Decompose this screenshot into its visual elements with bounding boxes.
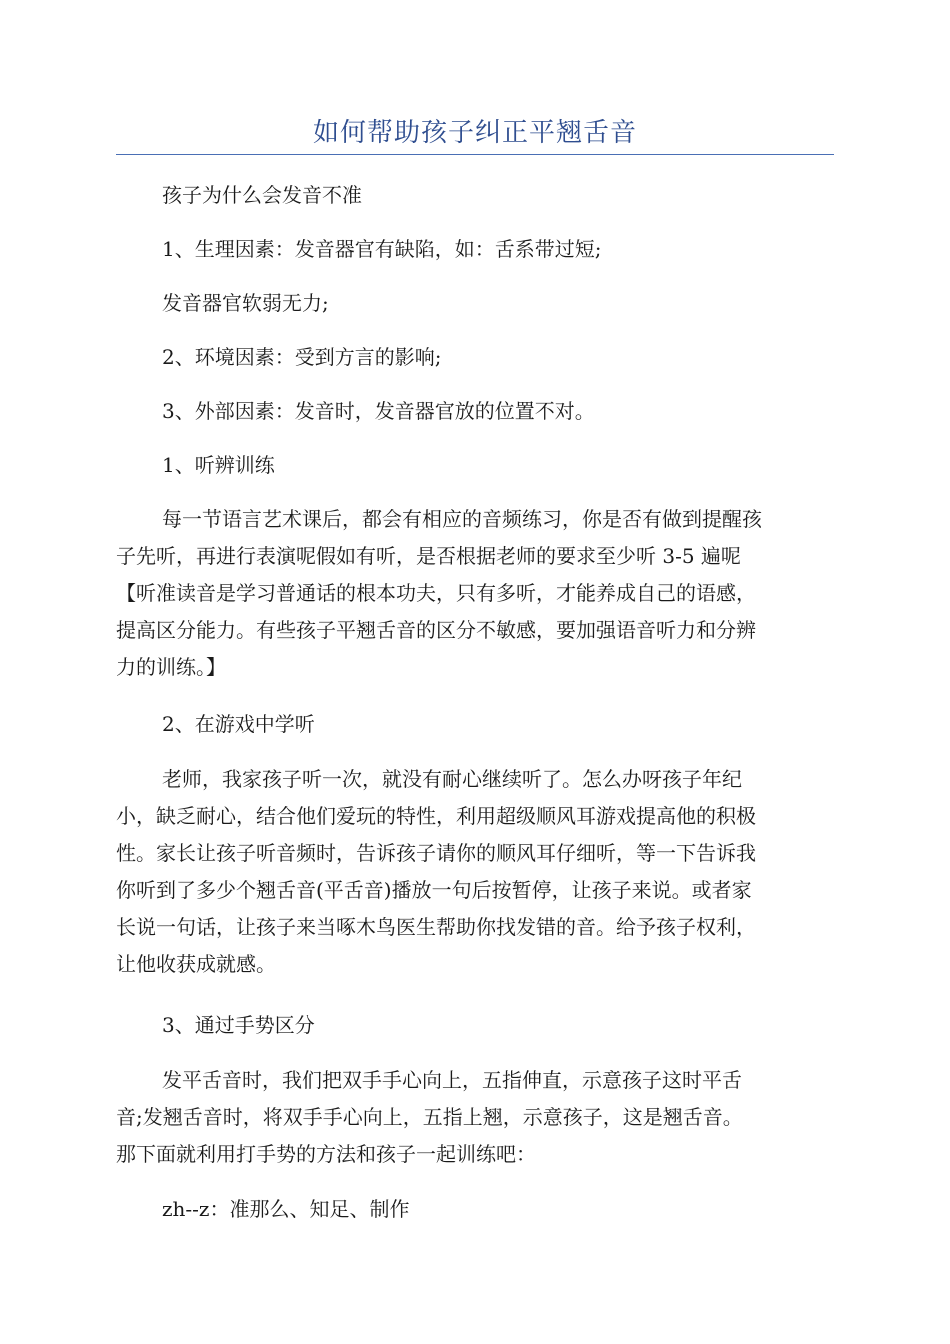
- text-line: 3、外部因素：发音时，发音器官放的位置不对。: [162, 399, 595, 423]
- paragraph-line: 那下面就利用打手势的方法和孩子一起训练吧：: [116, 1142, 536, 1166]
- example-line: zh--z：准那么、知足、制作: [162, 1197, 410, 1221]
- text-line: 1、生理因素：发音器官有缺陷，如：舌系带过短;: [162, 237, 602, 261]
- section-heading: 1、听辨训练: [162, 453, 275, 477]
- paragraph-game: [116, 761, 836, 983]
- paragraph-line: 长说一句话，让孩子来当啄木鸟医生帮助你找发错的音。给予孩子权利，: [116, 915, 756, 939]
- section-heading: 2、在游戏中学听: [162, 712, 315, 736]
- paragraph-line: 性。家长让孩子听音频时，告诉孩子请你的顺风耳仔细听，等一下告诉我: [116, 841, 756, 865]
- paragraph-line: 你听到了多少个翘舌音(平舌音)播放一句后按暂停，让孩子来说。或者家: [116, 878, 752, 902]
- section-heading: 3、通过手势区分: [162, 1013, 315, 1037]
- paragraph-line: 发平舌音时，我们把双手手心向上，五指伸直，示意孩子这时平舌: [162, 1068, 742, 1092]
- paragraph-line: 小，缺乏耐心，结合他们爱玩的特性，利用超级顺风耳游戏提高他的积极: [116, 804, 756, 828]
- paragraph-line: 力的训练。】: [116, 655, 226, 679]
- document-title: 如何帮助孩子纠正平翘舌音: [312, 118, 637, 148]
- text-line: 发音器官软弱无力;: [162, 291, 329, 315]
- paragraph-line: 让他收获成就感。: [116, 952, 276, 976]
- section-heading: 孩子为什么会发音不准: [162, 183, 362, 207]
- paragraph-line: 老师，我家孩子听一次，就没有耐心继续听了。怎么办呀孩子年纪: [162, 767, 742, 791]
- paragraph-line: 音;发翘舌音时，将双手手心向上，五指上翘，示意孩子，这是翘舌音。: [116, 1105, 743, 1129]
- paragraph-listening: [116, 501, 836, 686]
- paragraph-line: 【听准读音是学习普通话的根本功夫，只有多听，才能养成自己的语感，: [116, 581, 756, 605]
- text-line: 2、环境因素：受到方言的影响;: [162, 345, 442, 369]
- paragraph-line: 每一节语言艺术课后，都会有相应的音频练习，你是否有做到提醒孩: [162, 507, 762, 531]
- title-underline: [116, 154, 834, 155]
- paragraph-gesture: [116, 1062, 836, 1173]
- paragraph-line: 子先听，再进行表演呢假如有听，是否根据老师的要求至少听 3-5 遍呢: [116, 544, 741, 568]
- paragraph-line: 提高区分能力。有些孩子平翘舌音的区分不敏感，要加强语音听力和分辨: [116, 618, 756, 642]
